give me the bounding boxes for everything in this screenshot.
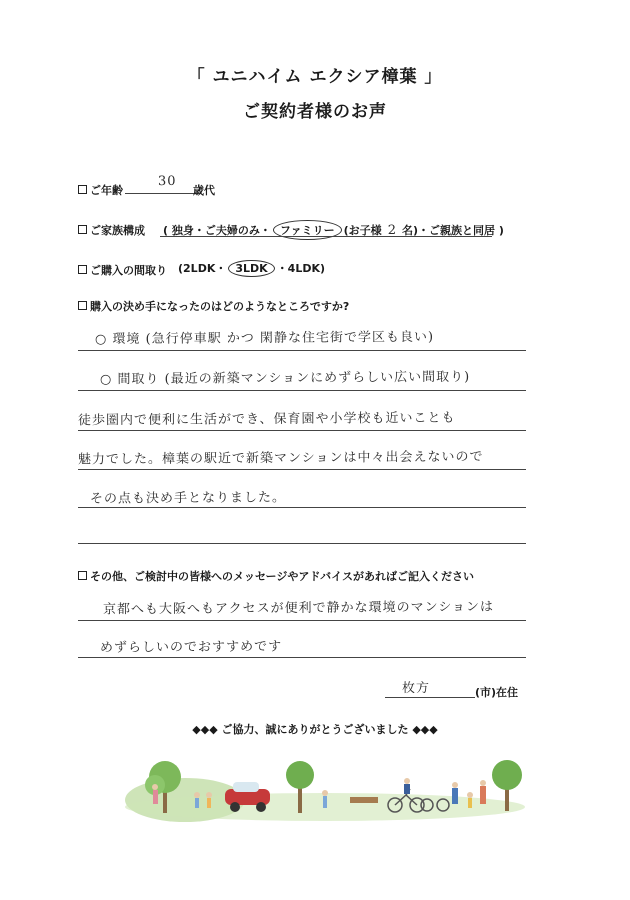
- thanks-message: ◆◆◆ ご協力、誠にありがとうございました ◆◆◆: [192, 723, 438, 736]
- decision-answer-line-1: ○ 環境 (急行停車駅 かつ 閑静な住宅街で学区も良い): [94, 329, 435, 348]
- family-option-family-selected: ファミリー: [273, 220, 342, 240]
- age-value: 30: [157, 173, 177, 190]
- layout-option-4ldk: ・4LDK): [276, 262, 326, 275]
- checkbox-icon: [78, 225, 87, 234]
- family-underline: [160, 236, 492, 237]
- ruled-line: [78, 350, 526, 351]
- decision-question: 購入の決め手になったのはどのようなところですか?: [78, 298, 349, 314]
- age-suffix: 歳代: [193, 184, 215, 197]
- message-answer-line-1: 京都へも大阪へもアクセスが便利で静かな環境のマンションは: [102, 599, 495, 618]
- document-subtitle: ご契約者様のお声: [243, 102, 387, 122]
- people-icon: [452, 780, 486, 808]
- family-label: ご家族構成: [78, 222, 145, 238]
- checkbox-icon: [78, 185, 87, 194]
- checkbox-icon: [78, 301, 87, 310]
- layout-label: ご購入の間取り: [78, 262, 167, 278]
- decision-answer-line-5: その点も決め手となりました。: [89, 490, 287, 507]
- ruled-line: [78, 469, 526, 470]
- age-underline: [125, 193, 200, 194]
- age-label: ご年齢: [78, 182, 123, 198]
- family-children-count: 2: [387, 223, 396, 238]
- neighborhood-illustration: [125, 755, 525, 825]
- ruled-line: [78, 620, 526, 621]
- layout-option-2ldk: (2LDK・: [178, 262, 227, 275]
- decision-answer-line-3: 徒歩圏内で便利に生活ができ、保育園や小学校も近いことも: [77, 410, 456, 429]
- family-option-children: (お子様: [343, 224, 382, 237]
- document-title: 「 ユニハイム エクシア樟葉 」: [187, 67, 443, 87]
- family-close-paren: ): [498, 224, 504, 237]
- message-answer-line-2: めずらしいのでおすすめです: [99, 639, 283, 656]
- residence-suffix: (市)在住: [475, 686, 519, 699]
- ruled-line: [78, 543, 526, 544]
- ruled-line: [78, 430, 526, 431]
- layout-option-3ldk-selected: 3LDK: [228, 260, 274, 277]
- residence-city: 枚方: [401, 680, 431, 697]
- family-option-single-couple: 独身・ご夫婦のみ・: [171, 224, 271, 237]
- decision-answer-line-2: ○ 間取り (最近の新築マンションにめずらしい広い間取り): [99, 369, 471, 388]
- ruled-line: [78, 390, 526, 391]
- decision-answer-line-4: 魅力でした。樟葉の駅近で新築マンションは中々出会えないので: [77, 449, 484, 468]
- ruled-line: [78, 657, 526, 658]
- layout-options: [178, 260, 325, 277]
- ruled-line: [78, 507, 526, 508]
- message-question: その他、ご検討中の皆様へのメッセージやアドバイスがあればご記入ください: [78, 568, 474, 584]
- family-options: [163, 220, 504, 240]
- checkbox-icon: [78, 265, 87, 274]
- residence-underline: [385, 697, 475, 698]
- family-option-relatives: 名)・ご親族と同居: [401, 224, 495, 237]
- checkbox-icon: [78, 571, 87, 580]
- family-open-paren: (: [163, 224, 169, 237]
